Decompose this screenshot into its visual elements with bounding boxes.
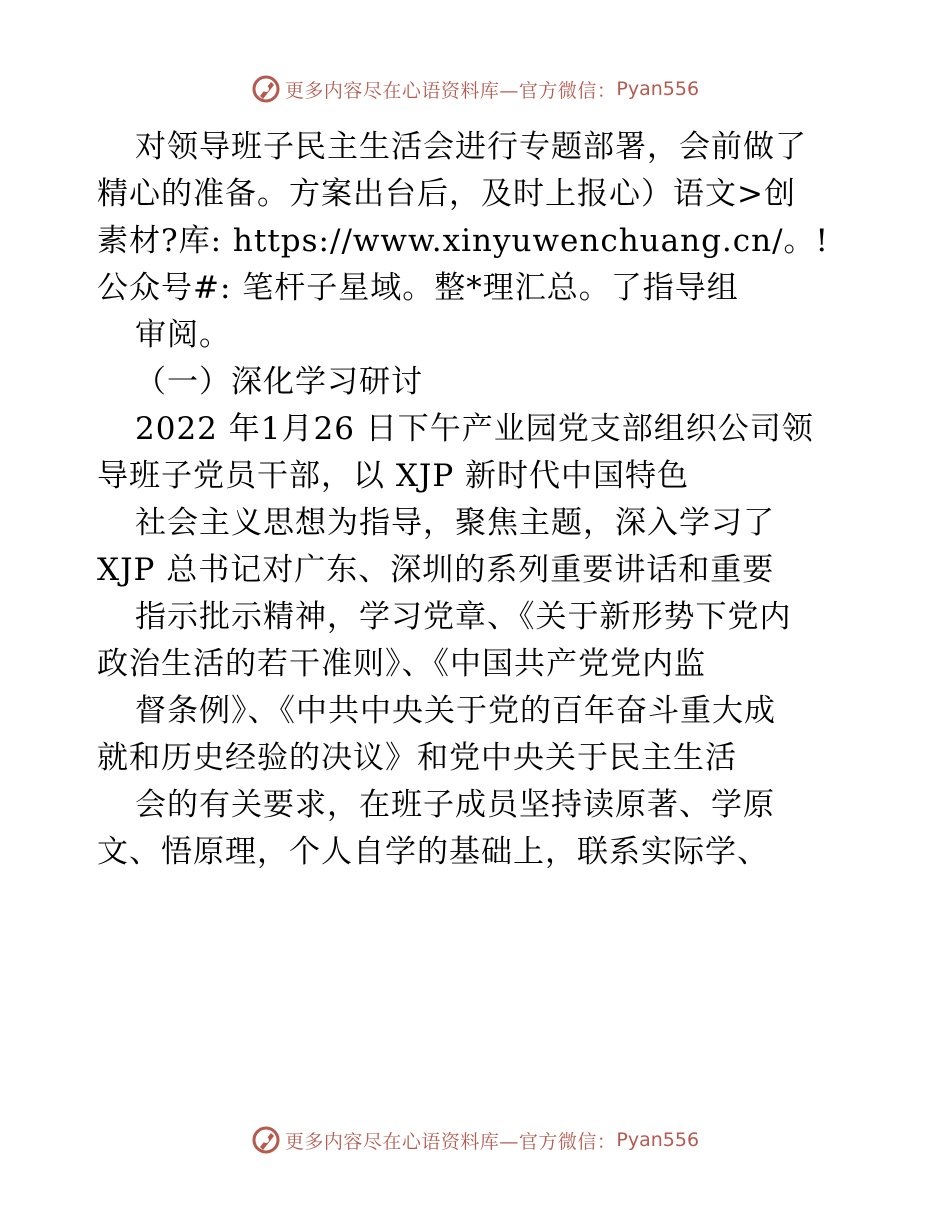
text-line: XJP 总书记对广东、深圳的系列重要讲话和重要 — [97, 552, 775, 588]
text-line: 会的有关要求，在班子成员坚持读原著、学原 — [135, 787, 775, 823]
header-banner-wechat: Pyan556 — [616, 78, 700, 100]
text-line: 公众号#: 笔杆子星域。整*理汇总。了指导组 — [97, 270, 739, 306]
footer-banner — [0, 1123, 950, 1157]
text-line: 社会主义思想为指导，聚焦主题，深入学习了 — [135, 505, 775, 541]
text-line: 督条例》、《中共中央关于党的百年奋斗重大成 — [135, 693, 776, 729]
text-line: 审阅。 — [135, 317, 231, 353]
footer-banner-text: 更多内容尽在心语资料库—官方微信： — [284, 1130, 617, 1153]
text-line: 就和历史经验的决议》和党中央关于民主生活 — [97, 740, 737, 776]
document-body — [97, 124, 897, 876]
text-line: 政治生活的若干准则》、《中国共产党党内监 — [97, 646, 706, 682]
pen-logo-icon — [251, 1125, 281, 1155]
text-line: 素材?库: https://www.xinyuwenchuang.cn/。! — [97, 223, 830, 259]
header-banner-text: 更多内容尽在心语资料库—官方微信： — [284, 79, 617, 102]
text-line: 文、悟原理，个人自学的基础上，联系实际学、 — [97, 834, 769, 870]
footer-banner-wechat: Pyan556 — [616, 1129, 700, 1151]
text-line: 指示批示精神，学习党章、《关于新形势下党内 — [135, 599, 792, 635]
section-heading: （一）深化学习研讨 — [135, 364, 423, 400]
header-banner — [0, 72, 950, 106]
text-line: 对领导班子民主生活会进行专题部署，会前做了 — [135, 129, 807, 165]
pen-logo-icon — [251, 74, 281, 104]
text-line: 导班子党员干部，以 XJP 新时代中国特色 — [97, 458, 690, 494]
text-line: 2022 年1月26 日下午产业园党支部组织公司领 — [135, 411, 814, 447]
text-line: 精心的准备。方案出台后，及时上报心）语文>创 — [97, 176, 796, 212]
